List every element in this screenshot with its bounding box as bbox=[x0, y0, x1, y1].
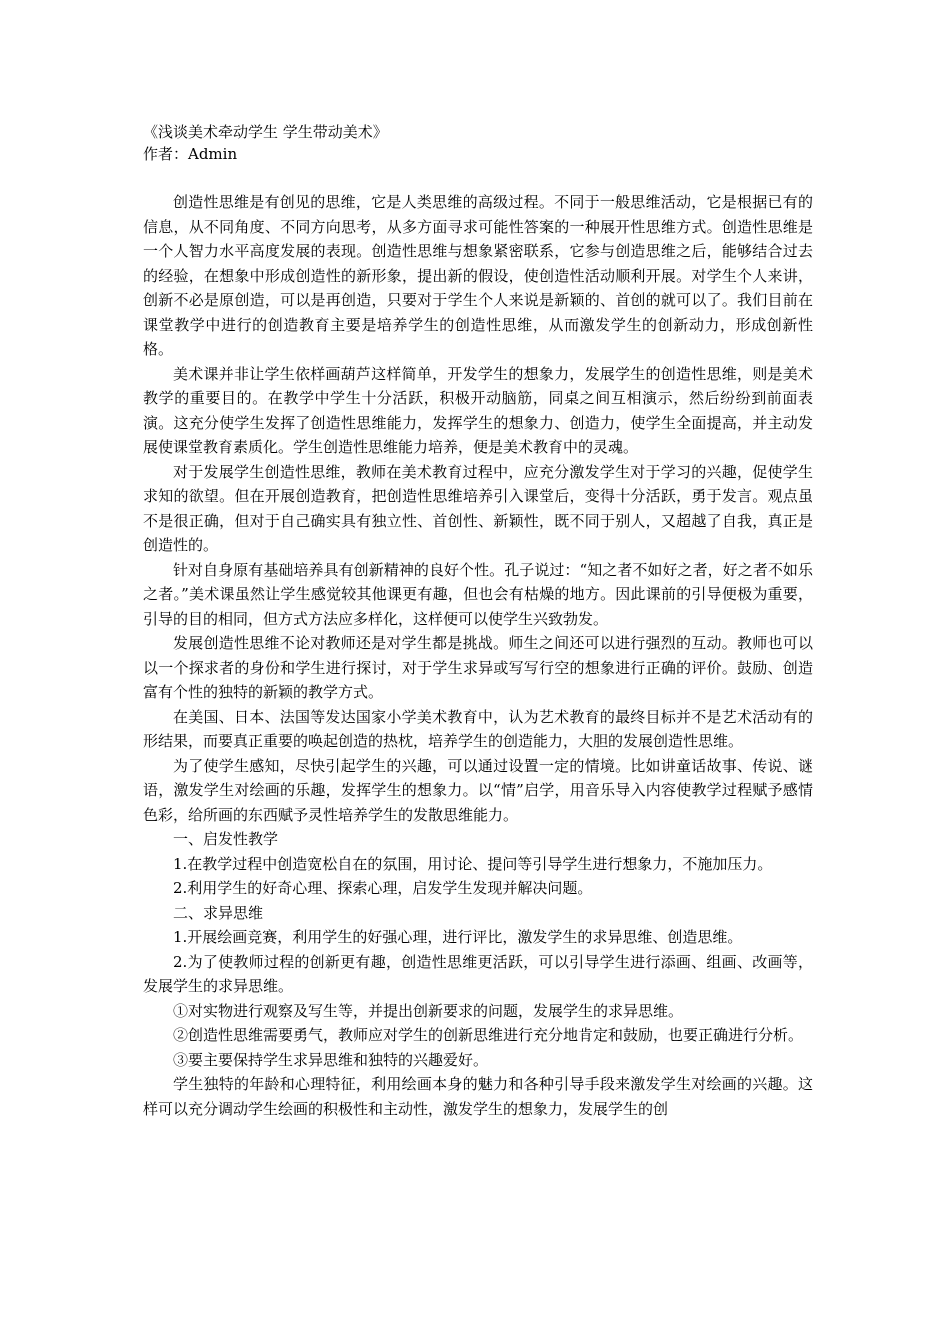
body-paragraph: 美术课并非让学生依样画葫芦这样简单，开发学生的想象力，发展学生的创造性思维，则是美术教学的重要目的。在教学中学生十分活跃，积极开动脑筋，同桌之间互相演示，然后纷纷到前面表演。这充分使学生发挥了创造性思维能力，发挥学生的想象力、创造力，使学生全面提高，并主动发展使课堂教育素质化。学生创造性思维能力培养，便是美术教育中的灵魂。 bbox=[143, 364, 813, 456]
document-title: 《浅谈美术牵动学生 学生带动美术》 bbox=[143, 123, 388, 141]
document-page bbox=[143, 121, 813, 1121]
body-paragraph: 学生独特的年龄和心理特征，利用绘画本身的魅力和各种引导手段来激发学生对绘画的兴趣。这样可以充分调动学生绘画的积极性和主动性，激发学生的想象力，发展学生的创 bbox=[143, 1075, 813, 1118]
section-heading: 二、求异思维 bbox=[173, 903, 264, 922]
sub-list-item: ②创造性思维需要勇气，教师应对学生的创新思维进行充分地肯定和鼓励，也要正确进行分析。 bbox=[173, 1026, 804, 1044]
list-item: 2.为了使教师过程的创新更有趣，创造性思维更活跃，可以引导学生进行添画、组画、改画等，发展学生的求异思维。 bbox=[143, 952, 813, 995]
document-author: 作者：Admin bbox=[143, 145, 238, 163]
document-body bbox=[143, 190, 813, 1121]
list-item: 2.利用学生的好奇心理、探索心理，启发学生发现并解决问题。 bbox=[173, 879, 593, 897]
body-paragraph: 为了使学生感知，尽快引起学生的兴趣，可以通过设置一定的情境。比如讲童话故事、传说、谜语，激发学生对绘画的乐趣，发挥学生的想象力。以“情”启学，用音乐导入内容使教学过程赋予感情色彩，给所画的东西赋予灵性培养学生的发散思维能力。 bbox=[143, 756, 813, 824]
title-spacer bbox=[143, 165, 813, 190]
list-item: 1.在教学过程中创造宽松自在的氛围，用讨论、提问等引导学生进行想象力，不施加压力。 bbox=[173, 854, 773, 873]
sub-list-item: ①对实物进行观察及写生等，并提出创新要求的问题，发展学生的求异思维。 bbox=[173, 1001, 684, 1020]
list-item: 1.开展绘画竞赛，利用学生的好强心理，进行评比，激发学生的求异思维、创造思维。 bbox=[173, 928, 743, 946]
body-paragraph: 创造性思维是有创见的思维，它是人类思维的高级过程。不同于一般思维活动，它是根据已有的信息，从不同角度、不同方向思考，从多方面寻求可能性答案的一种展开性思维方式。创造性思维是一个人智力水平高度发展的表现。创造性思维与想象紧密联系，它参与创造思维之后，能够结合过去的经验，在想象中形成创造性的新形象，提出新的假设，使创造性活动顺利开展。对学生个人来讲，创新不必是原创造，可以是再创造，只要对于学生个人来说是新颖的、首创的就可以了。我们目前在课堂教学中进行的创造教育主要是培养学生的创造性思维，从而激发学生的创新动力，形成创新性格。 bbox=[143, 193, 813, 358]
body-paragraph: 对于发展学生创造性思维，教师在美术教育过程中，应充分激发学生对于学习的兴趣，促使学生求知的欲望。但在开展创造教育，把创造性思维培养引入课堂后，变得十分活跃，勇于发言。观点虽不是很正确，但对于自己确实具有独立性、首创性、新颖性，既不同于别人，又超越了自我，真正是创造性的。 bbox=[143, 462, 813, 554]
body-paragraph: 在美国、日本、法国等发达国家小学美术教育中，认为艺术教育的最终目标并不是艺术活动有的形结果，而要真正重要的唤起创造的热枕，培养学生的创造能力，大胆的发展创造性思维。 bbox=[143, 707, 813, 750]
section-heading: 一、启发性教学 bbox=[173, 830, 279, 848]
body-paragraph: 针对自身原有基础培养具有创新精神的良好个性。孔子说过：“知之者不如好之者，好之者不如乐之者。”美术课虽然让学生感觉较其他课更有趣，但也会有枯燥的地方。因此课前的引导便极为重要，引导的目的相同，但方式方法应多样化，这样便可以使学生兴致勃发。 bbox=[143, 560, 813, 628]
sub-list-item: ③要主要保持学生求异思维和独特的兴趣爱好。 bbox=[173, 1050, 489, 1069]
body-paragraph: 发展创造性思维不论对教师还是对学生都是挑战。师生之间还可以进行强烈的互动。教师也可以以一个探求者的身份和学生进行探讨，对于学生求异或写写行空的想象进行正确的评价。鼓励、创造富有个性的独特的新颖的教学方式。 bbox=[143, 634, 813, 701]
